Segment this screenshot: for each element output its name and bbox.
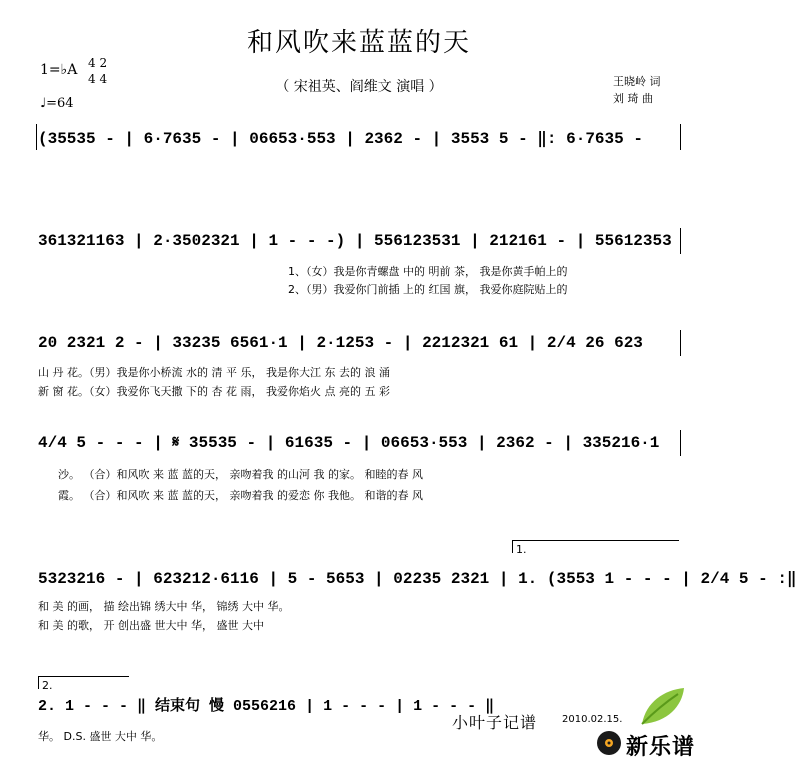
score-line-5: 5323216 - | 623212·6116 | 5 - 5653 | 02235 2321 | 1. (3553 1 - - - | 2/4 5 - :‖ (38, 570, 797, 588)
score-line-1: (35535 - | 6·7635 - | 06653·553 | 2362 - | 3553 5 - ‖: 6·7635 - (38, 130, 643, 148)
transcription-date: 2010.02.15. (562, 714, 623, 725)
music-disc-icon (596, 730, 622, 756)
score-line-6: 2. 1 - - - ‖ 结束句 慢 0556216 | 1 - - - | 1 - - - ‖ (38, 698, 495, 715)
lyric-line-6: 华。 D.S. 盛世 大中 华。 (38, 730, 163, 743)
leaf-logo-icon (638, 684, 688, 730)
lyric-line-3-verse-1: 山 丹 花。（男）我是你小桥流 水的 清 平 乐， 我是你大江 东 去的 浪 涌 (38, 366, 390, 379)
tempo-marking: ♩=64 (40, 96, 74, 111)
lyric-line-5-verse-2: 和 美 的歌， 开 创出盛 世大中 华， 盛世 大中 (38, 619, 264, 632)
lyric-line-5-verse-1: 和 美 的画， 描 绘出锦 绣大中 华， 锦绣 大中 华。 (38, 600, 290, 613)
transcriber-signature: 小叶子记谱 (452, 713, 538, 732)
score-line-3: 20 2321 2 - | 33235 6561·1 | 2·1253 - | 2212321 61 | 2/4 26 623 (38, 334, 643, 352)
lyric-line-2-verse-1: 1、（女）我是你青螺盘 中的 明前 茶， 我是你黄手帕上的 (288, 265, 568, 278)
composer-credit: 刘 琦 曲 (613, 92, 653, 105)
volta-2-label: 2. (42, 679, 53, 692)
key-signature: 1=♭A (40, 62, 78, 78)
lyric-line-4-verse-2: 霞。 （合）和风吹 来 蓝 蓝的天， 亲吻着我 的爱恋 你 我他。 和谐的春 风 (58, 489, 423, 502)
time-signature-top: 4 2 (88, 56, 108, 70)
time-signature-bottom: 4 4 (88, 72, 108, 86)
score-line-4: 4/4 5 - - - | 𝄋 35535 - | 61635 - | 06653·553 | 2362 - | 335216·1 (38, 434, 660, 452)
lyric-line-2-verse-2: 2、（男）我爱你门前插 上的 红国 旗， 我爱你庭院贴上的 (288, 283, 568, 296)
barline (680, 430, 681, 456)
singers-credit: （ 宋祖英、阎维文 演唱 ） (275, 79, 443, 95)
barline (680, 330, 681, 356)
barline (680, 124, 681, 150)
site-logo-text: 新乐谱 (626, 735, 696, 760)
barline (680, 228, 681, 254)
score-line-2: 361321163 | 2·3502321 | 1 - - -) | 556123531 | 212161 - | 55612353 (38, 232, 672, 250)
song-title: 和风吹来蓝蓝的天 (246, 28, 471, 58)
volta-bracket-1 (512, 540, 679, 553)
lyricist-credit: 王晓岭 词 (613, 75, 661, 88)
volta-1-label: 1. (516, 543, 527, 556)
barline (36, 124, 37, 150)
lyric-line-4-verse-1: 沙。 （合）和风吹 来 蓝 蓝的天， 亲吻着我 的山河 我 的家。 和睦的春 风 (58, 468, 423, 481)
lyric-line-3-verse-2: 新 窗 花。（女）我爱你飞天撒 下的 杏 花 雨， 我爱你焰火 点 亮的 五 彩 (38, 385, 390, 398)
